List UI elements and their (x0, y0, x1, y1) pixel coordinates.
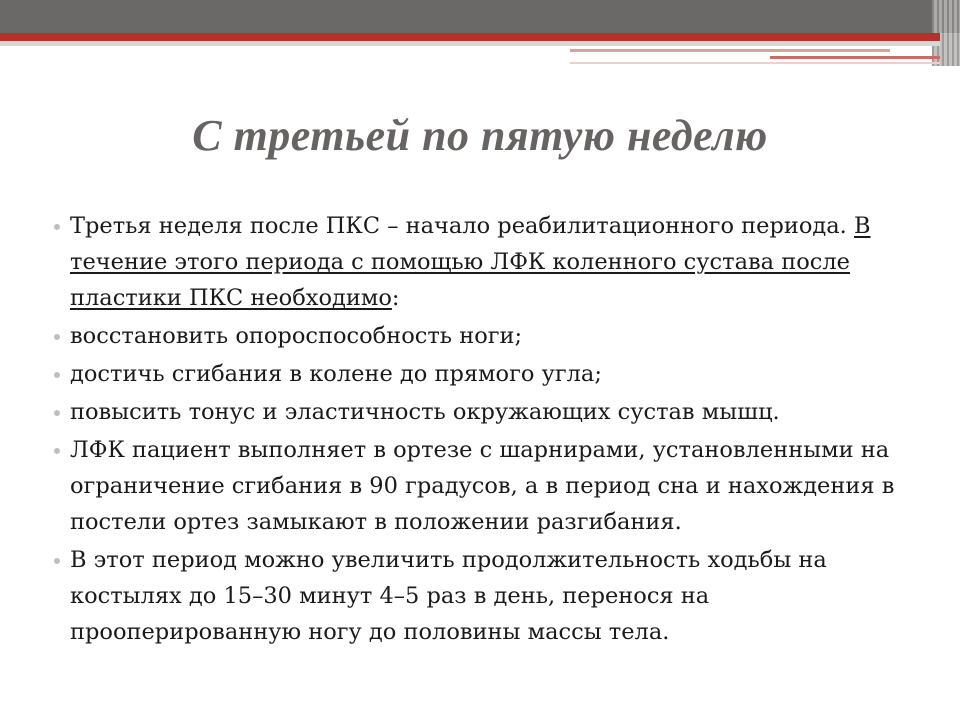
accent-stripe-gray (0, 41, 940, 46)
bullet-text: : (391, 285, 400, 311)
bullet-item (46, 432, 926, 540)
bullet-icon (54, 558, 60, 564)
header-bar (0, 0, 960, 33)
bullet-text: повысить тонус и эластичность окружающих сустав мышц. (70, 399, 780, 425)
bullet-item (46, 394, 926, 430)
bullet-text: достичь сгибания в колене до прямого угла; (70, 361, 602, 387)
slide-title: С третьей по пятую неделю (192, 111, 768, 160)
bullet-text: ЛФК пациент выполняет в ортезе с шарнирами, установленными на ограничение сгибания в 90 градусов, а в период сна и нахождения в постели ортез замыкают в положении разгибания. (70, 437, 895, 535)
bullet-item (46, 356, 926, 392)
bullet-icon (54, 410, 60, 416)
bullet-icon (54, 448, 60, 454)
accent-line (570, 49, 890, 52)
bullet-list (46, 208, 926, 652)
bullet-item (46, 318, 926, 354)
accent-line (570, 62, 940, 64)
accent-stripe-red (0, 33, 940, 41)
bullet-item (46, 542, 926, 650)
bullet-icon (54, 334, 60, 340)
bullet-text: восстановить опороспособность ноги; (70, 323, 523, 349)
bullet-icon (54, 224, 60, 230)
bullet-text: В этот период можно увеличить продолжительность ходьбы на костылях до 15–30 минут 4–5 раз в день, перенося на прооперированную ногу до половины массы тела. (70, 547, 827, 645)
bullet-text-underlined: В течение этого периода с помощью ЛФК коленного сустава после пластики ПКС необходимо (70, 213, 871, 311)
bullet-text: Третья неделя после ПКС – начало реабилитационного периода. (70, 213, 854, 239)
accent-line (770, 56, 940, 59)
bullet-icon (54, 372, 60, 378)
bullet-item (46, 208, 926, 316)
